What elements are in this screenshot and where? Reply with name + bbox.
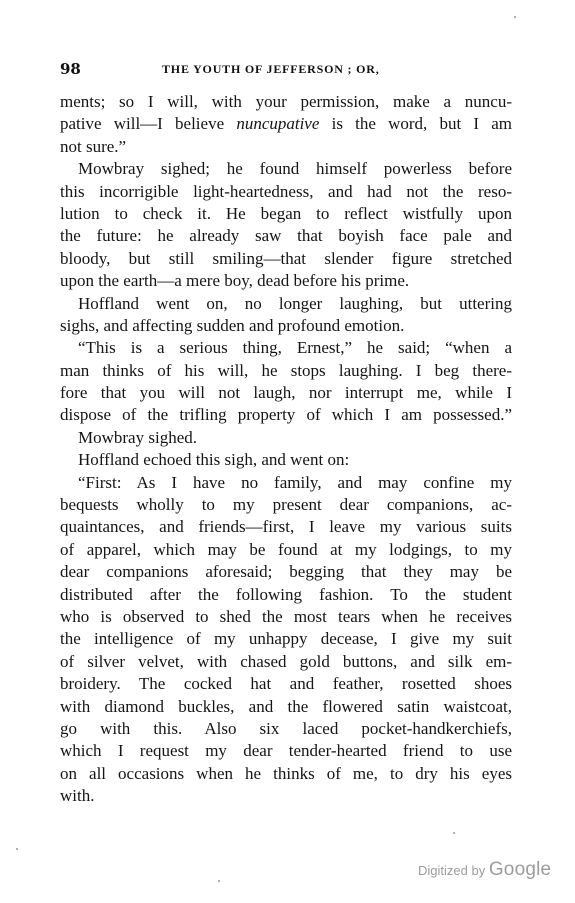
running-head: THE YOUTH OF JEFFERSON ; OR, (162, 62, 380, 76)
text-line: of apparel, which may be found at my lodgings, to my (60, 539, 512, 559)
digitization-watermark (418, 859, 551, 881)
text-line: man thinks of his will, he stops laughing. I beg there- (60, 360, 512, 380)
text-line: with. (60, 786, 95, 806)
text-line: this incorrigible light-heartedness, and had not the reso- (60, 181, 512, 201)
text-line: dispose of the trifling property of which I am possessed.” (60, 405, 512, 425)
text-line: dear companions aforesaid; begging that they may be (60, 562, 512, 582)
text-line: broidery. The cocked hat and feather, rosetted shoes (60, 674, 512, 694)
text-line: go with this. Also six laced pocket-handkerchiefs, (60, 718, 512, 738)
watermark-brand: Google (488, 859, 552, 880)
text-line: upon the earth—a mere boy, dead before his prime. (60, 271, 410, 291)
text-line: which I request my dear tender-hearted friend to use (60, 741, 512, 761)
scan-speck (218, 880, 220, 882)
text-line: bequests wholly to my present dear companions, ac- (60, 495, 512, 515)
text-line: Mowbray sighed. (78, 427, 197, 447)
body-text (60, 91, 512, 808)
scan-speck (453, 832, 455, 834)
text-line: “This is a serious thing, Ernest,” he said; “when a (78, 338, 512, 358)
text-line: “First: As I have no family, and may confine my (78, 472, 512, 492)
text-line: Mowbray sighed; he found himself powerless before (78, 159, 512, 179)
text-line: fore that you will not laugh, nor interrupt me, while I (60, 383, 512, 403)
text-line: ments; so I will, with your permission, make a nuncu- (60, 92, 512, 111)
text-line: of silver velvet, with chased gold buttons, and silk em- (60, 651, 512, 671)
text-line: Hoffland echoed this sigh, and went on: (78, 450, 350, 470)
page-number: 98 (60, 60, 81, 78)
page-header (60, 60, 513, 82)
text-line: with diamond buckles, and the flowered satin waistcoat, (60, 696, 512, 716)
watermark-prefix: Digitized by (418, 863, 486, 878)
text-line: who is observed to shed the most tears when he receives (60, 606, 512, 626)
scan-speck (16, 848, 18, 850)
text-line: quaintances, and friends—first, I leave my various suits (60, 517, 512, 537)
text-line: on all occasions when he thinks of me, to dry his eyes (60, 763, 512, 783)
text-line: distributed after the following fashion. To the student (60, 584, 512, 604)
text-line: Hoffland went on, no longer laughing, but uttering (78, 293, 512, 313)
text-line: lution to check it. He began to reflect wistfully upon (60, 203, 512, 223)
text-line: pative will—I believe nuncupative is the word, but I am (60, 114, 513, 134)
text-line: sighs, and affecting sudden and profound emotion. (60, 315, 405, 335)
text-line: the future: he already saw that boyish face pale and (60, 226, 512, 246)
scan-speck (514, 16, 516, 18)
text-line: bloody, but still smiling—that slender figure stretched (60, 248, 512, 268)
text-line: the intelligence of my unhappy decease, I give my suit (60, 629, 512, 649)
italic-term: nuncupative (236, 114, 320, 134)
text-line: not sure.” (60, 136, 127, 156)
